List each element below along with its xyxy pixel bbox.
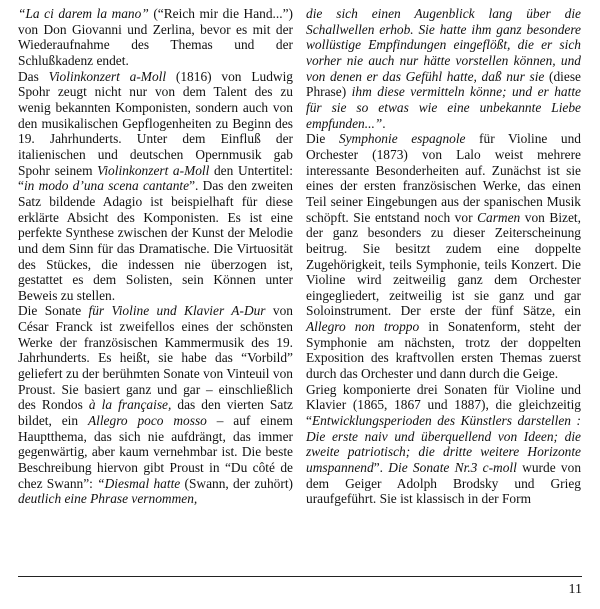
left-text-column <box>18 6 293 507</box>
paragraph <box>306 382 581 507</box>
text-run: Das <box>18 68 49 84</box>
text-run: Die <box>306 131 339 147</box>
italic-text: Allegro non troppo <box>306 319 420 335</box>
italic-text: Allegro poco mosso <box>87 413 207 429</box>
paragraph <box>306 131 581 382</box>
page-number: 11 <box>568 582 582 597</box>
italic-text: Symphonie espagnole <box>338 131 466 147</box>
text-run: (Swann, der zuhört) <box>180 475 294 491</box>
footer-rule <box>18 576 582 577</box>
text-run: für Violine und Orchester (1873) von Lalo weist mehrere interessante Besonderheiten auf. Zunächst ist sie eines der ersten französischen Werke, das einen Teil seiner Eingebungen aus der spanischen Musik schöpft. Sie entstand noch vor <box>306 131 581 225</box>
text-run: wurde von dem Geiger Adolph Brodsky und Grieg uraufgeführt. Sie ist klassisch in der Form <box>306 460 582 507</box>
text-run: (diese Phrase) <box>306 68 581 100</box>
italic-text: Violinkonzert a-Moll <box>48 68 167 84</box>
text-run: (“Reich mir die Hand...”) von Don Giovanni und Zerlina, bevor es mit der Wiederaufnahme des Themas und der Schlußkadenz endet. <box>18 6 294 68</box>
text-run: von Bizet, der ganz besonders zu dieser Zeiterscheinung beitrug. Sie besitzt zudem eine doppelte Zugehörigkeit, teils Symphonie, teils Konzert. Die Violine wird zeitweilig ganz dem Orchester eingegliedert, zeitweilig ist sie ganz und gar Soloinstrument. Der erste der fünf Sätze, ein <box>306 209 582 319</box>
text-run: – auf einem Hauptthema, das sich nie aufdrängt, das immer gegenwärtig, aber kaum vernehmbar ist. Die beste Beschreibung hiervon gibt Proust in “Du côté de chez Swann”: <box>18 413 293 491</box>
text-run: das den vierten Satz bildet, ein <box>18 397 293 429</box>
text-run: Die Sonate <box>18 303 89 319</box>
text-run: . <box>382 115 386 131</box>
paragraph <box>18 69 293 304</box>
text-run: (1816) von Ludwig Spohr zeugt nicht nur von dem Talent des zu wenig bekannten Komponisten, sondern auch von den musikalischen Gepflogenheiten zu Beginn des 19. Jahrhunderts. Unter dem Einfluß der italienischen und deutschen Opernmusik gab Spohr seinem <box>18 68 293 178</box>
italic-text: ihm diese vermitteln könne; und er hatte für sie so etwas wie eine unbekannte Liebe empfunden...” <box>306 84 582 131</box>
italic-text: die sich einen Augenblick lang über die Schallwellen erhob. Sie hatte ihm ganz besondere wollüstige Empfindungen eingeflößt, die er sich vorher nie auch nur hätte vorstellen können, und von denen er das Gefühl hatte, daß nur sie <box>306 6 581 84</box>
text-run: in Sonatenform, steht der Symphonie am nächsten, trotz der doppelten Exposition des kraftvollen ersten Themas zuerst durch das Orchester und dann durch die Geige. <box>306 319 581 382</box>
italic-text: à la française, <box>88 397 172 413</box>
italic-text: “La ci darem la mano” <box>18 6 149 21</box>
italic-text: für Violine und Klavier A-Dur <box>88 303 266 319</box>
italic-text: “Diesmal hatte <box>97 475 181 491</box>
text-run: ”. <box>373 460 389 476</box>
text-run: den Untertitel: “ <box>18 162 293 194</box>
paragraph <box>306 6 581 131</box>
italic-text: Violinkonzert a-Moll <box>97 162 210 178</box>
paragraph <box>18 6 293 69</box>
italic-text: in modo d’una scena cantante <box>23 178 190 194</box>
italic-text: Carmen <box>477 209 521 225</box>
paragraph <box>18 303 293 507</box>
italic-text: deutlich eine Phrase vernommen, <box>18 491 198 507</box>
text-run: Grieg komponierte drei Sonaten für Violine und Klavier (1865, 1867 und 1887), die gleichzeitig “ <box>306 381 581 429</box>
text-run: von César Franck ist zweifellos eines der schönsten Werke der französischen Kammermusik des 19. Jahrhunderts. Es heißt, sie habe das “Vorbild” geliefert zu der berühmten Sonate von Vinteuil von Proust. Sie basiert ganz und gar – einschließlich des Rondos <box>18 303 293 413</box>
italic-text: Entwicklungsperioden des Künstlers darstellen : Die erste naiv und überquellend von Ideen; die zweite patriotisch; die dritte weitere Horizonte umspannend <box>306 413 581 476</box>
right-text-column <box>306 6 581 507</box>
text-run: ”. Das den zweiten Satz bildende Adagio ist beispielhaft für diese erklärte Absicht des Komponisten. Es ist eine perfekte Synthese zwischen der Kunst der Melodie und dem Sinn für das Dramatische. Die Virtuosität des Stückes, die indessen nie überzogen ist, gestattet es dem Solisten, sein Können unter Beweis zu stellen. <box>18 178 293 303</box>
italic-text: Die Sonate Nr.3 c-moll <box>388 460 517 476</box>
